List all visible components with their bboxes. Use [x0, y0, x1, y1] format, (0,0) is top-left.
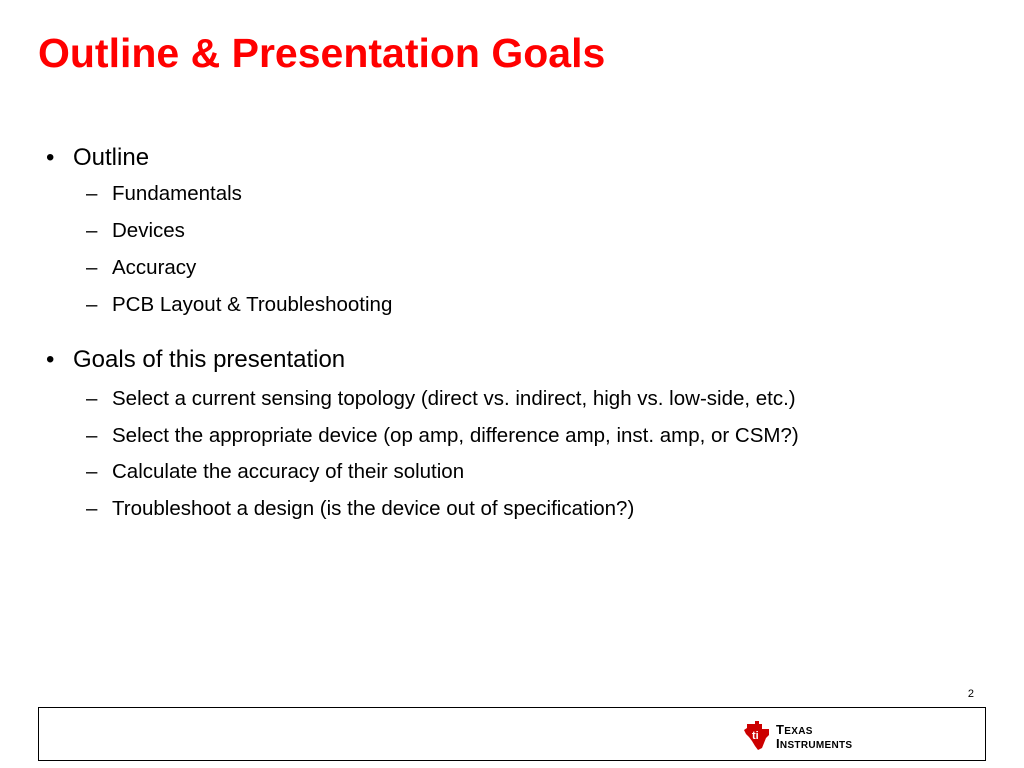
svg-text:ti: ti: [752, 730, 759, 742]
dash: –: [86, 424, 98, 447]
ti-logo-line-2: INSTRUMENTS: [776, 736, 853, 751]
bullet: •: [46, 144, 55, 171]
goals-heading-text: Goals of this presentation: [73, 346, 346, 373]
ti-logo: [743, 719, 883, 753]
outline-heading-text: Outline: [73, 144, 150, 171]
bullet: •: [46, 346, 55, 373]
dash: –: [86, 497, 98, 520]
slide-title: Outline & Presentation Goals: [38, 30, 606, 76]
page-number: 2: [967, 688, 974, 700]
dash: –: [86, 387, 98, 410]
outline-item-text: PCB Layout & Troubleshooting: [112, 293, 393, 316]
dash: –: [86, 182, 98, 205]
outline-item-text: Devices: [112, 219, 185, 242]
ti-logo-line-1: TEXAS: [776, 722, 813, 737]
outline-item-text: Accuracy: [112, 256, 197, 279]
dash: –: [86, 293, 98, 316]
goals-item-text: Select the appropriate device (op amp, difference amp, inst. amp, or CSM?): [112, 424, 799, 447]
ti-logo-mark-icon: [743, 719, 773, 751]
dash: –: [86, 256, 98, 279]
outline-item-text: Fundamentals: [112, 182, 242, 205]
dash: –: [86, 460, 98, 483]
goals-item-text: Troubleshoot a design (is the device out of specification?): [112, 497, 635, 520]
goals-item-text: Calculate the accuracy of their solution: [112, 460, 465, 483]
dash: –: [86, 219, 98, 242]
goals-item-text: Select a current sensing topology (direct vs. indirect, high vs. low-side, etc.): [112, 387, 796, 410]
ti-logo-wordmark: [776, 724, 852, 752]
